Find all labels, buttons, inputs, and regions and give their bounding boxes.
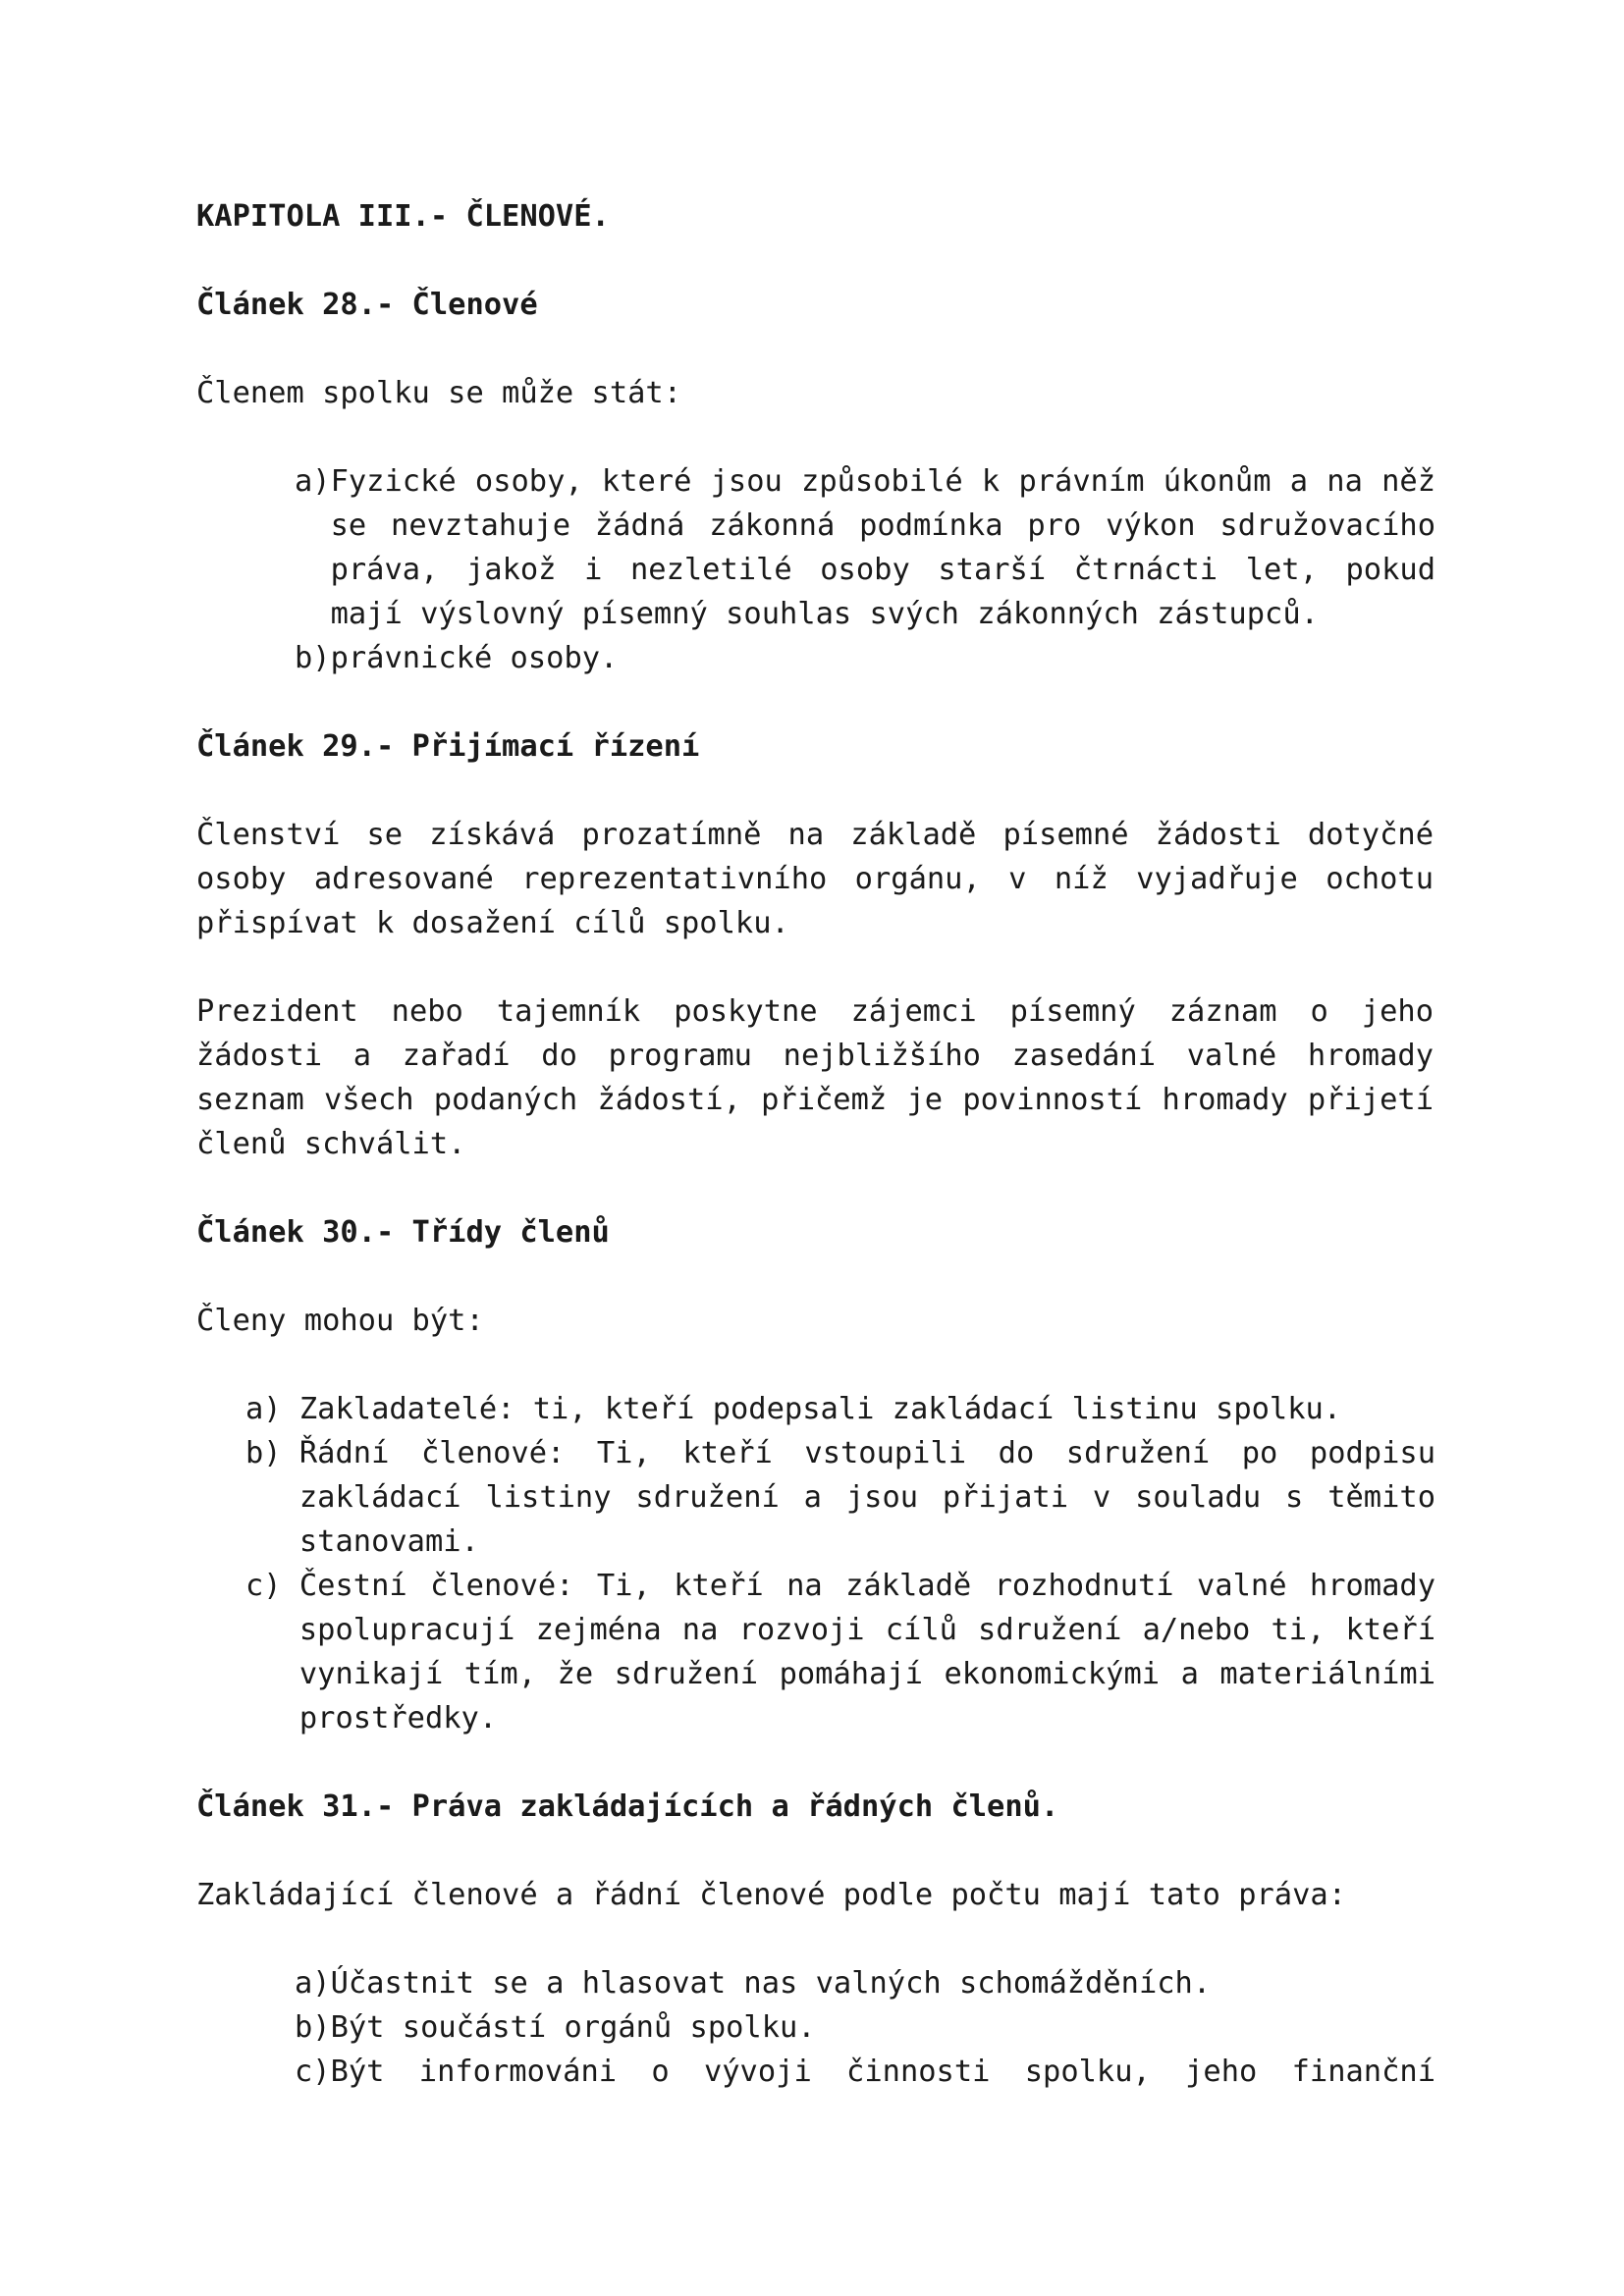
article-29-paragraph-1: Členství se získává prozatímně na základě písemné žádosti dotyčné osoby adresované reprezentativního orgánu, v níž vyjadřuje ochotu přispívat k dosažení cílů spolku. [196, 818, 1434, 940]
list-item-text: Řádní členové: Ti, kteří vstoupili do sdružení po podpisu zakládací listiny sdružení a jsou přijati v souladu s těmito stanovami. [298, 1436, 1435, 1559]
article-28-intro: Členem spolku se může stát: [196, 376, 682, 410]
article-29-heading: Článek 29.- Přijímací řízení [196, 729, 700, 764]
list-item-text: Čestní členové: Ti, kteří na základě rozhodnutí valné hromady spolupracují zejména na rozvoji cílů sdružení a/nebo ti, kteří vynikají tím, že sdružení pomáhají ekonomickými a materiálními prostředky. [298, 1569, 1435, 1735]
article-30-intro: Členy mohou být: [196, 1304, 484, 1338]
list-item [295, 2005, 1435, 2050]
article-31-heading: Článek 31.- Práva zakládajících a řádných členů. [196, 1789, 1059, 1824]
article-29-paragraph-2: Prezident nebo tajemník poskytne zájemci písemný záznam o jeho žádosti a zařadí do programu nejbližšího zasedání valné hromady seznam všech podaných žádostí, přičemž je povinností hromady přijetí členů schválit. [196, 994, 1434, 1161]
list-item [295, 2050, 1435, 2094]
list-marker: c) [245, 1569, 299, 1603]
list-item-text: Účastnit se a hlasovat nas valných schomážděních. [330, 1966, 1212, 2001]
article-28-heading: Článek 28.- Členové [196, 288, 538, 322]
list-marker: c) [295, 2055, 331, 2089]
list-item [295, 1961, 1435, 2005]
list-item-text: právnické osoby. [330, 641, 619, 675]
list-item [245, 1387, 1435, 1431]
chapter-title: KAPITOLA III.- ČLENOVÉ. [196, 199, 610, 234]
list-item-text: Fyzické osoby, které jsou způsobilé k právním úkonům a na něž se nevztahuje žádná zákonná podmínka pro výkon sdružovacího práva, jakož i nezletilé osoby starší čtrnácti let, pokud mají výslovný písemný souhlas svých zákonných zástupců. [330, 464, 1435, 631]
article-31-intro: Zakládající členové a řádní členové podle počtu mají tato práva: [196, 1878, 1346, 1912]
list-item [295, 459, 1435, 636]
list-marker: a) [295, 464, 331, 499]
list-marker: b) [295, 2010, 331, 2045]
list-item [245, 1564, 1435, 1740]
list-marker: b) [295, 641, 331, 675]
list-item-text: Být informováni o vývoji činnosti spolku, jeho finanční [330, 2055, 1435, 2089]
list-marker: b) [245, 1436, 299, 1470]
list-marker: a) [295, 1966, 331, 2001]
article-30-heading: Článek 30.- Třídy členů [196, 1215, 610, 1250]
list-item-text: Být součástí orgánů spolku. [330, 2010, 816, 2045]
list-marker: a) [245, 1392, 299, 1426]
list-item [295, 636, 1435, 680]
list-item [245, 1431, 1435, 1564]
list-item-text: Zakladatelé: ti, kteří podepsali zakládací listinu spolku. [298, 1392, 1342, 1426]
